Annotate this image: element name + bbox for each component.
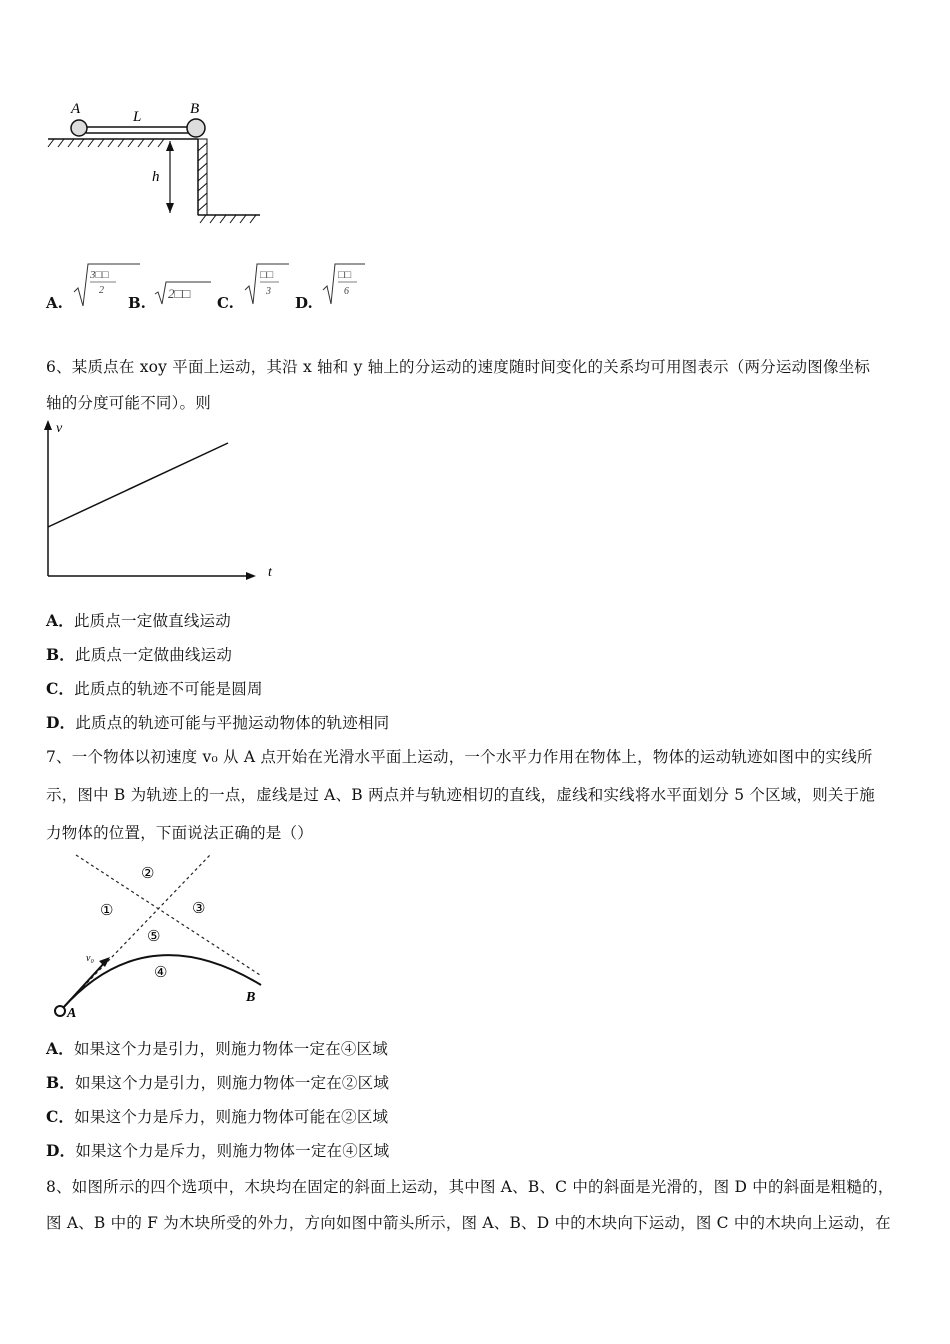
figure-rod-wall <box>40 95 280 235</box>
svg-text:□□: □□ <box>260 269 274 281</box>
q6-stem-line2: 轴的分度可能不同）。则 <box>46 394 211 412</box>
root-b-expr <box>153 280 213 306</box>
q6-vt-graph <box>38 418 288 588</box>
q7-option-b[interactable]: B．如果这个力是引力，则施力物体一定在②区域 <box>46 1073 390 1092</box>
v0-label: v₀ <box>86 953 94 964</box>
ball-b <box>187 119 205 137</box>
svg-text:3: 3 <box>266 286 271 297</box>
region-4: ④ <box>154 965 168 981</box>
svg-text:□□: □□ <box>338 269 352 281</box>
svg-text:2□□: 2□□ <box>168 286 191 301</box>
v-axis-label: v <box>56 421 63 436</box>
q6-option-d[interactable]: D．此质点的轨迹可能与平抛运动物体的轨迹相同 <box>46 713 390 732</box>
label-h: h <box>152 169 160 185</box>
t-axis-label: t <box>268 565 272 580</box>
point-b-label: B <box>246 990 256 1005</box>
label-l: L <box>133 109 142 125</box>
ball-a <box>71 120 87 136</box>
svg-text:2: 2 <box>99 285 104 296</box>
q7-trajectory-figure <box>46 845 276 1025</box>
root-c-expr <box>243 262 293 310</box>
q8-stem-line2: 图 A、B 中的 F 为木块所受的外力，方向如图中箭头所示，图 A、B、D 中的木块向下运动，图 C 中的木块向上运动，在 <box>46 1214 891 1232</box>
q7-option-a[interactable]: A．如果这个力是引力，则施力物体一定在④区域 <box>46 1039 388 1058</box>
q6-option-a[interactable]: A．此质点一定做直线运动 <box>46 611 231 630</box>
q6-option-b[interactable]: B．此质点一定做曲线运动 <box>46 645 233 664</box>
label-b: B <box>190 101 200 117</box>
vt-line <box>48 443 228 527</box>
q7-option-d[interactable]: D．如果这个力是斥力，则施力物体一定在④区域 <box>46 1141 390 1160</box>
label-a: A <box>71 101 81 117</box>
region-3: ③ <box>192 901 206 917</box>
region-2: ② <box>141 866 155 882</box>
q8-stem-line1: 8、如图所示的四个选项中，木块均在固定的斜面上运动，其中图 A、B、C 中的斜面是光滑的，图 D 中的斜面是粗糙的， <box>46 1178 894 1196</box>
q7-stem-line3: 力物体的位置，下面说法正确的是（） <box>46 824 313 842</box>
q7-stem-line2: 示，图中 B 为轨迹上的一点，虚线是过 A、B 两点并与轨迹相切的直线，虚线和实线将水平面划分 5 个区域，则关于施 <box>46 786 876 804</box>
q6-option-c[interactable]: C．此质点的轨迹不可能是圆周 <box>46 679 263 698</box>
point-a-label: A <box>67 1006 77 1021</box>
root-d-expr <box>321 262 371 310</box>
q7-option-c[interactable]: C．如果这个力是斥力，则施力物体可能在②区域 <box>46 1107 389 1126</box>
q7-stem-line1: 7、一个物体以初速度 v₀ 从 A 点开始在光滑水平面上运动，一个水平力作用在物体上，物体的运动轨迹如图中的实线所 <box>46 748 873 766</box>
svg-text:3□□: 3□□ <box>90 269 109 281</box>
point-a-marker <box>55 1006 65 1016</box>
svg-text:6: 6 <box>344 286 349 297</box>
q6-stem-line1: 6、某质点在 xoy 平面上运动，其沿 x 轴和 y 轴上的分运动的速度随时间变化的关系均可用图表示（两分运动图像坐标 <box>46 358 871 376</box>
region-1: ① <box>100 903 114 919</box>
region-5: ⑤ <box>147 929 161 945</box>
